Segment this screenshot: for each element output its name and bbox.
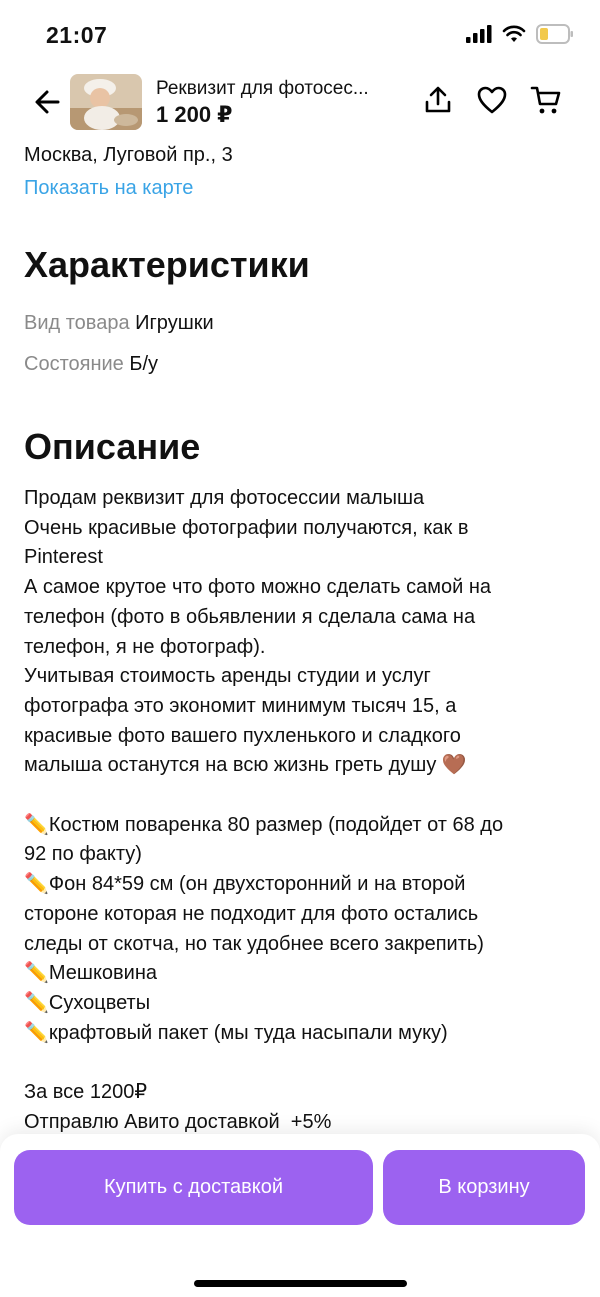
listing-thumbnail[interactable] xyxy=(70,74,142,130)
cart-icon xyxy=(530,84,562,116)
characteristic-label: Состояние xyxy=(24,353,124,375)
buy-with-delivery-button[interactable]: Купить с доставкой xyxy=(14,1150,373,1225)
home-indicator xyxy=(194,1280,407,1287)
characteristics-title: Характеристики xyxy=(24,244,310,285)
header-actions xyxy=(422,84,562,116)
signal-icon xyxy=(466,25,492,43)
favorite-button[interactable] xyxy=(476,84,508,116)
status-icons xyxy=(466,24,574,44)
characteristic-value: Игрушки xyxy=(135,312,214,334)
share-icon xyxy=(422,84,454,116)
wifi-icon xyxy=(502,25,526,43)
listing-header xyxy=(0,70,600,134)
description-text: Продам реквизит для фотосессии малыша Очень красивые фотографии получаются, как в Pinterest А самое крутое что фото можно сделать самой на телефон (фото в обьявлении я сделала сама на телефон, я не фотограф). Учитывая стоимость аренды студии и услуг фотографа это экономит минимум тысяч 15, а красивые фото вашего пухленького и сладкого малыша останутся на всю жизнь греть душу 🤎 ✏️Костюм поваренка 80 размер (подойдет от 68 до 92 по факту) ✏️Фон 84*59 см (он двухсторонний и на второй стороне которая не подходит для фото остались следы от скотча, но так удобнее всего закрепить) ✏️Мешковина ✏️Сухоцветы ✏️крафтовый пакет (мы туда насыпали муку) За все 1200₽ Отправлю Авито доставкой +5% xyxy=(24,487,504,1133)
listing-title: Реквизит для фотосес... xyxy=(156,78,369,99)
baby-photo-image xyxy=(70,74,142,130)
characteristic-row xyxy=(24,312,580,335)
back-arrow-icon[interactable] xyxy=(30,84,66,120)
show-on-map-link[interactable]: Показать на карте xyxy=(24,177,194,199)
battery-icon xyxy=(536,24,574,44)
bottom-action-bar xyxy=(0,1134,600,1297)
listing-content xyxy=(24,140,580,1137)
characteristics-list xyxy=(24,312,580,376)
status-time: 21:07 xyxy=(46,22,108,48)
share-button[interactable] xyxy=(422,84,454,116)
heart-icon xyxy=(476,84,508,116)
characteristic-value: Б/у xyxy=(129,353,159,375)
add-to-cart-button[interactable]: В корзину xyxy=(383,1150,585,1225)
cart-button[interactable] xyxy=(530,84,562,116)
seller-address: Москва, Луговой пр., 3 xyxy=(24,144,233,166)
characteristic-row xyxy=(24,353,580,376)
description-title: Описание xyxy=(24,426,201,467)
characteristic-label: Вид товара xyxy=(24,312,130,334)
listing-price: 1 200 ₽ xyxy=(156,102,233,127)
status-bar xyxy=(0,0,600,70)
